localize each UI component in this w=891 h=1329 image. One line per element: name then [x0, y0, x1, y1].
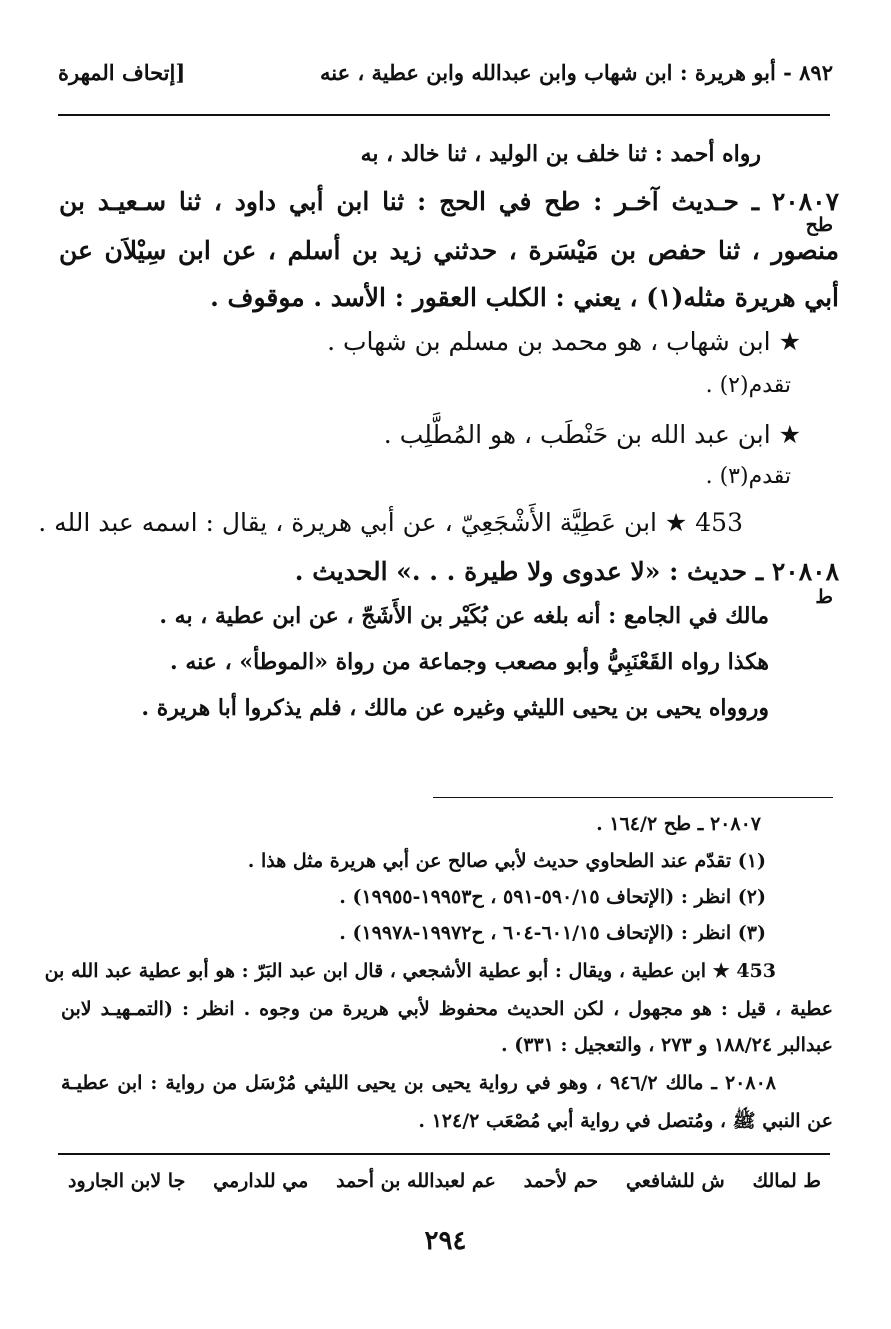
abbr-abdullah-bin-ahmad: عم لعبدالله بن أحمد — [336, 1170, 496, 1192]
abbr-malik: ط لمالك — [752, 1170, 821, 1192]
footnote-20808-line-2: عن النبي ﷺ ، ومُتصل في رواية أبي مُصْعَب ١٢٤/٢ . — [418, 1110, 833, 1132]
header-rule — [58, 114, 830, 116]
body-line-4: أبي هريرة مثله(١) ، يعني : الكلب العقور : الأسد . موقوف . — [210, 283, 839, 312]
body-line-8: تقدم(٣) . — [705, 464, 791, 489]
narrator-ibn-atiyya: 453 ★ ابن عَطِيَّة الأَشْجَعِيّ ، عن أبي هريرة ، يقال : اسمه عبد الله . — [38, 508, 743, 537]
body-line-12: هكذا رواه القَعْنَبِيُّ وأبو مصعب وجماعة من رواة «الموطأ» ، عنه . — [170, 649, 769, 675]
footnote-453-line-3: عبدالبر ١٨٨/٢٤ و ٢٧٣ ، والتعجيل : ٣٣١) . — [501, 1034, 833, 1056]
narrator-ibn-abdullah: ★ ابن عبد الله بن حَنْطَب ، هو المُطَّلِب . — [383, 420, 801, 449]
hadith-20807-source-mark: طح — [805, 214, 833, 236]
abbreviations-legend — [68, 1170, 821, 1192]
footnote-1: (١) تقدّم عند الطحاوي حديث لأبي صالح عن أبي هريرة مثل هذا . — [247, 850, 766, 872]
page-number: ٢٩٤ — [424, 1226, 467, 1256]
footnote-453-line-2: عطية ، قيل : هو مجهول ، لكن الحديث محفوظ لأبي هريرة من وجوه . انظر : (التمـهيـد لابن — [61, 998, 833, 1020]
footnote-separator — [433, 797, 833, 798]
footnote-2: (٢) انظر : (الإتحاف ٥٩٠/١٥-٥٩١ ، ح١٩٩٥٣-١٩٩٥٥) . — [339, 886, 766, 908]
footnote-3: (٣) انظر : (الإتحاف ٦٠١/١٥-٦٠٤ ، ح١٩٩٧٢-١٩٩٧٨) . — [339, 922, 766, 944]
abbr-ibn-jarud: جا لابن الجارود — [68, 1170, 186, 1192]
body-line-1: رواه أحمد : ثنا خلف بن الوليد ، ثنا خالد ، به — [360, 141, 761, 167]
abbr-shafii: ش للشافعي — [625, 1170, 725, 1192]
body-line-3: منصور ، ثنا حفص بن مَيْسَرة ، حدثني زيد بن أسلم ، عن ابن سِيْلاَن عن — [59, 236, 839, 265]
abbreviations-rule — [58, 1153, 830, 1155]
footnote-ref-20807: ٢٠٨٠٧ ـ طح ١٦٤/٢ . — [596, 813, 761, 835]
running-header-book: [إتحاف المهرة — [58, 60, 186, 85]
hadith-20808-source-mark: ط — [815, 586, 833, 608]
hadith-20807-heading: ٢٠٨٠٧ ـ حـديث آخـر : طح في الحج : ثنا ابن أبي داود ، ثنا سـعيـد بن — [59, 187, 839, 216]
running-header-title: ٨٩٢ - أبو هريرة : ابن شهاب وابن عبدالله وابن عطية ، عنه — [320, 60, 833, 85]
hadith-20808-heading: ٢٠٨٠٨ ـ حديث : «لا عدوى ولا طيرة . . .» الحديث . — [294, 557, 839, 586]
footnote-20808-line-1: ٢٠٨٠٨ ـ مالك ٩٤٦/٢ ، وهو في رواية يحيى بن يحيى الليثي مُرْسَل من رواية : ابن عطيـة — [61, 1072, 776, 1094]
narrator-ibn-shihab: ★ ابن شهاب ، هو محمد بن مسلم بن شهاب . — [327, 327, 801, 356]
abbr-darimi: مي للدارمي — [213, 1170, 309, 1192]
footnote-453-line-1: 453 ★ ابن عطية ، ويقال : أبو عطية الأشجعي ، قال ابن عبد البَرّ : هو أبو عطية عبد الله بن — [44, 960, 776, 982]
body-line-13: وروواه يحيى بن يحيى الليثي وغيره عن مالك ، فلم يذكروا أبا هريرة . — [141, 695, 769, 721]
abbr-ahmad: حم لأحمد — [523, 1170, 599, 1192]
body-line-6: تقدم(٢) . — [705, 373, 791, 398]
body-line-11: مالك في الجامع : أنه بلغه عن بُكَيْر بن الأَشَجّ ، عن ابن عطية ، به . — [159, 603, 769, 629]
